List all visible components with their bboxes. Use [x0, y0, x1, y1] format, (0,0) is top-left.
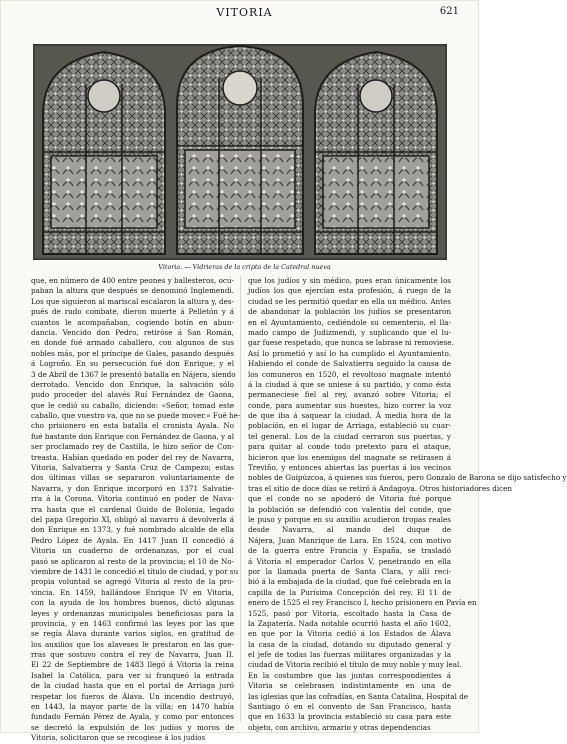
text-line: fundado Fernán Pérez de Ayala, y como por entonces — [31, 712, 234, 722]
text-line: en donde fué armado caballero, con algunos de sus — [31, 338, 234, 348]
text-line: á la ciudad á que se uniese á su partido, y como ésta — [248, 379, 451, 389]
text-line: viembre de 1431 le concedió el título de ciudad, y por su — [31, 566, 239, 576]
text-line: judíos los que ejercían esta profesión, á ruego de la — [248, 286, 451, 296]
text-line: dancia. Vencido don Pedro, retiróse á San Román, — [31, 327, 234, 337]
text-line: nobles más, por el príncipe de Gales, pasando después — [31, 348, 234, 358]
text-line: en 1443, la mayor parte de la villa; en 1470 había — [31, 702, 234, 712]
text-line: propia voluntad se agregó Vitoria al resto de la pro- — [31, 577, 234, 587]
text-line: provincia, y en 1463 confirmó las leyes por las que — [31, 618, 234, 628]
page-title: VITORIA — [216, 6, 273, 19]
text-line: ciudad se les permitió quedar en ella un médico. Antes — [248, 296, 451, 306]
text-line: se regía Álava durante varios siglos, en gratitud de — [31, 629, 234, 639]
text-line: tras el sitio de doce días se retiró á Andagoya. Otros historiadores dicen — [248, 483, 513, 493]
figure-caption: Vitoria. — Vidrieras de la cripta de la Catedral nueva — [158, 263, 331, 271]
text-line: Habiendo el conde de Salvatierra seguido la causa de — [248, 359, 451, 369]
text-line: Vitoria, Salvatierra y Santa Cruz de Campezo; estas — [31, 463, 234, 473]
text-line: Nájera, Juan Manrique de Lara. En 1524, con motivo — [248, 535, 451, 545]
text-line: Los que siguieron al mariscal escalaron la altura y, des- — [31, 296, 234, 306]
text-line: Pedro López de Ayala. En 1417 Juan II concedió á — [31, 535, 234, 545]
text-line: que le cedió su caballo, diciendo: «Señor, tomad este — [31, 400, 234, 410]
running-head — [30, 6, 459, 20]
stained-glass-illustration — [33, 44, 447, 260]
text-line: los comuneros en 1520, el revoltoso magnate intentó — [248, 369, 451, 379]
text-line: de que iba á saquear la ciudad. Á media hora de la — [248, 411, 451, 421]
text-line: En la costumbre que las juntas correspondientes á — [248, 670, 451, 680]
text-line: para quitar al conde todo pretexto para el ataque, — [248, 442, 451, 452]
text-line: 1525, pasó por Vitoria, escoltado hasta la Casa de — [248, 608, 451, 618]
text-line: del papa Gregorio XI, obligó al navarro á devolverla á — [31, 514, 234, 524]
text-line: rra hasta que el cardenal Guido de Bolonia, legado — [31, 504, 234, 514]
text-line: que, en número de 400 entre peones y ballesteros, ocu- — [31, 276, 234, 285]
text-line: gar fuese respetado, que nunca se labrase ni removiese. — [248, 338, 454, 348]
text-line: le puso y porque en su auxilio acudieron tropas reales — [248, 514, 451, 524]
text-line: leyes y ordenanzas municipales beneficiosas para la — [31, 608, 234, 618]
text-line: Isabel la Católica, para ver si franqueó la entrada — [31, 670, 234, 680]
text-line: los auxilios que los alaveses le prestaron en las gue- — [31, 639, 234, 649]
text-line: vincia. En 1459, hallándose Enrique IV en Vitoria, — [31, 587, 234, 597]
text-line: Santiago ó en el convento de San Francisco, hasta — [248, 702, 451, 712]
text-line: 3 de Abril de 1367 le presentó batalla en Nájera, siendo — [31, 369, 236, 379]
left-column — [31, 276, 241, 743]
text-line: se decretó la expulsión de los judíos y moros de — [31, 722, 234, 732]
text-line: á Logroño. En su persecución fué don Enrique, y el — [31, 359, 234, 369]
text-line: en el Ayuntamiento, cediéndole su cementerio, el lla- — [248, 317, 451, 327]
text-line: Treviño, y entonces abiertas las puertas á los vecinos — [248, 463, 451, 473]
text-line: don Enrique en 1373, y fué nombrado alcalde de ella — [31, 525, 234, 535]
text-line: Vitoria, solicitaron que se recogiese á los judíos — [31, 733, 206, 743]
text-line: rra á la Corona. Vitoria continuó en poder de Nava- — [31, 494, 234, 504]
text-line: en que por la Vitoria cedió á los Estados de Álava — [248, 629, 451, 639]
text-line: cuantos le acompañaban, cogiendo botín en abun- — [31, 317, 234, 327]
text-line: ciudad de Vitoria recibió el título de muy noble y muy leal. — [248, 660, 462, 670]
text-line: con la ayuda de los hombres buenos, dictó algunas — [31, 598, 234, 608]
text-line: que los judíos y sin médico, pues eran únicamente los — [248, 276, 451, 285]
text-line: población, en el lugar de Arriaga, estableció su cuar- — [248, 421, 451, 431]
left-window — [43, 52, 165, 254]
text-line: El 22 de Septiembre de 1483 llegó á Vitoria la reina — [31, 660, 234, 670]
text-line: respetar los fueros de Álava. Un incendio destruyó, — [31, 691, 234, 701]
text-line: pasó se aplicaron al resto de la provincia; el 10 de No- — [31, 556, 234, 566]
text-line: las iglesias que las cofradías, en Santa Catalina, Hospital de — [248, 691, 469, 701]
right-column — [248, 276, 567, 732]
text-line: el jefe de todas las fuerzas militares organizadas y la — [248, 650, 451, 660]
text-line: pudo proceder del alavés Ruí Fernández de Gaona, — [31, 390, 234, 400]
text-line: caballo, que vuestro va, que no se puede mover.» Fué he- — [31, 411, 241, 421]
text-line: enero de 1525 el rey Francisco I, hecho prisionero en Pavía en — [248, 598, 477, 608]
text-line: permaneciese fiel al rey, avanzó sobre Vitoria; el — [248, 390, 451, 400]
text-line: á Vitoria el emperador Carlos V, penetrando en ella — [248, 556, 451, 566]
text-line: bió á la embajada de la ciudad, que fué celebrada en la — [248, 577, 451, 587]
text-line: de la guerra entre Francia y España, se trasladó — [248, 546, 451, 556]
text-line: que en 1633 la provincia estableció su casa para este — [248, 712, 451, 722]
text-line: desde Navarra, al mando del duque de — [248, 525, 451, 535]
text-line: capilla de la Purísima Concepción del rey. El 11 de — [248, 587, 451, 597]
text-line: ser proclamado rey de Castilla, le hizo señor de Con- — [31, 442, 234, 452]
text-line: Así lo prometió y así lo ha cumplido el Ayuntamiento. — [248, 348, 451, 358]
text-line: objeto, con archivo, armario y otras dependencias — [248, 722, 431, 732]
text-line: mado campo de Judizmendi, y suplicando que el lu- — [248, 327, 451, 337]
text-line: pués de rudo combate, dieron muerte á Pelletón y á — [31, 307, 234, 317]
text-line: cho prisionero en esta batalla el cronista Ayala. No — [31, 421, 234, 431]
text-line: treasta. Habían quedado en poder del rey de Navarra, — [31, 452, 234, 462]
text-line: la Zapatería. Nada notable ocurrió hasta el año 1602, — [248, 618, 451, 628]
text-line: de abandonar la población los judíos se presentaron — [248, 307, 451, 317]
text-line: tel general. Los de la ciudad cerraron sus puertas, y — [248, 431, 451, 441]
text-line: de la ciudad hasta que en el portal de Arriaga juró — [31, 681, 234, 691]
text-line: que el conde no se apoderó de Vitoria fué porque — [248, 494, 451, 504]
text-line: hicieron que los enemigos del magnate se retirasen á — [248, 452, 451, 462]
text-line: dos últimas villas se separaron voluntariamente de — [31, 473, 234, 483]
text-line: nobles de Guipúzcoa, á quienes sus fueros, pero Gonzalo de Barona se dijo satisfecho y — [248, 473, 567, 483]
text-line: Navarra, y don Enrique incorporó en 1371 Salvatie- — [31, 483, 234, 493]
text-line: derrotado. Vencido don Enrique, la salvación sólo — [31, 379, 234, 389]
text-line: Vitoria se celebrasen indistintamente en una de — [248, 681, 451, 691]
text-line: la casa de la ciudad, dotando su diputado general y — [248, 639, 451, 649]
page-number: 621 — [439, 6, 459, 17]
text-line: por la llamada puerta de Santa Clara, y allí reci- — [248, 566, 451, 576]
right-window — [315, 52, 437, 254]
text-line: Vitoria un cuaderno de ordenanzas, por el cual — [31, 546, 234, 556]
text-line: la población se defendió con valentía del conde, que — [248, 504, 451, 514]
center-window — [177, 46, 303, 254]
text-line: fué bastante don Enrique con Fernández de Gaona, y al — [31, 431, 234, 441]
text-line: rras que sostuvo contra el rey de Navarra, Juan II. — [31, 650, 234, 660]
text-line: conde, para aumentar sus huestes, hizo correr la voz — [248, 400, 451, 410]
article-body — [31, 276, 567, 743]
text-line: paban la altura que después se denominó Inglemendi. — [31, 286, 234, 296]
